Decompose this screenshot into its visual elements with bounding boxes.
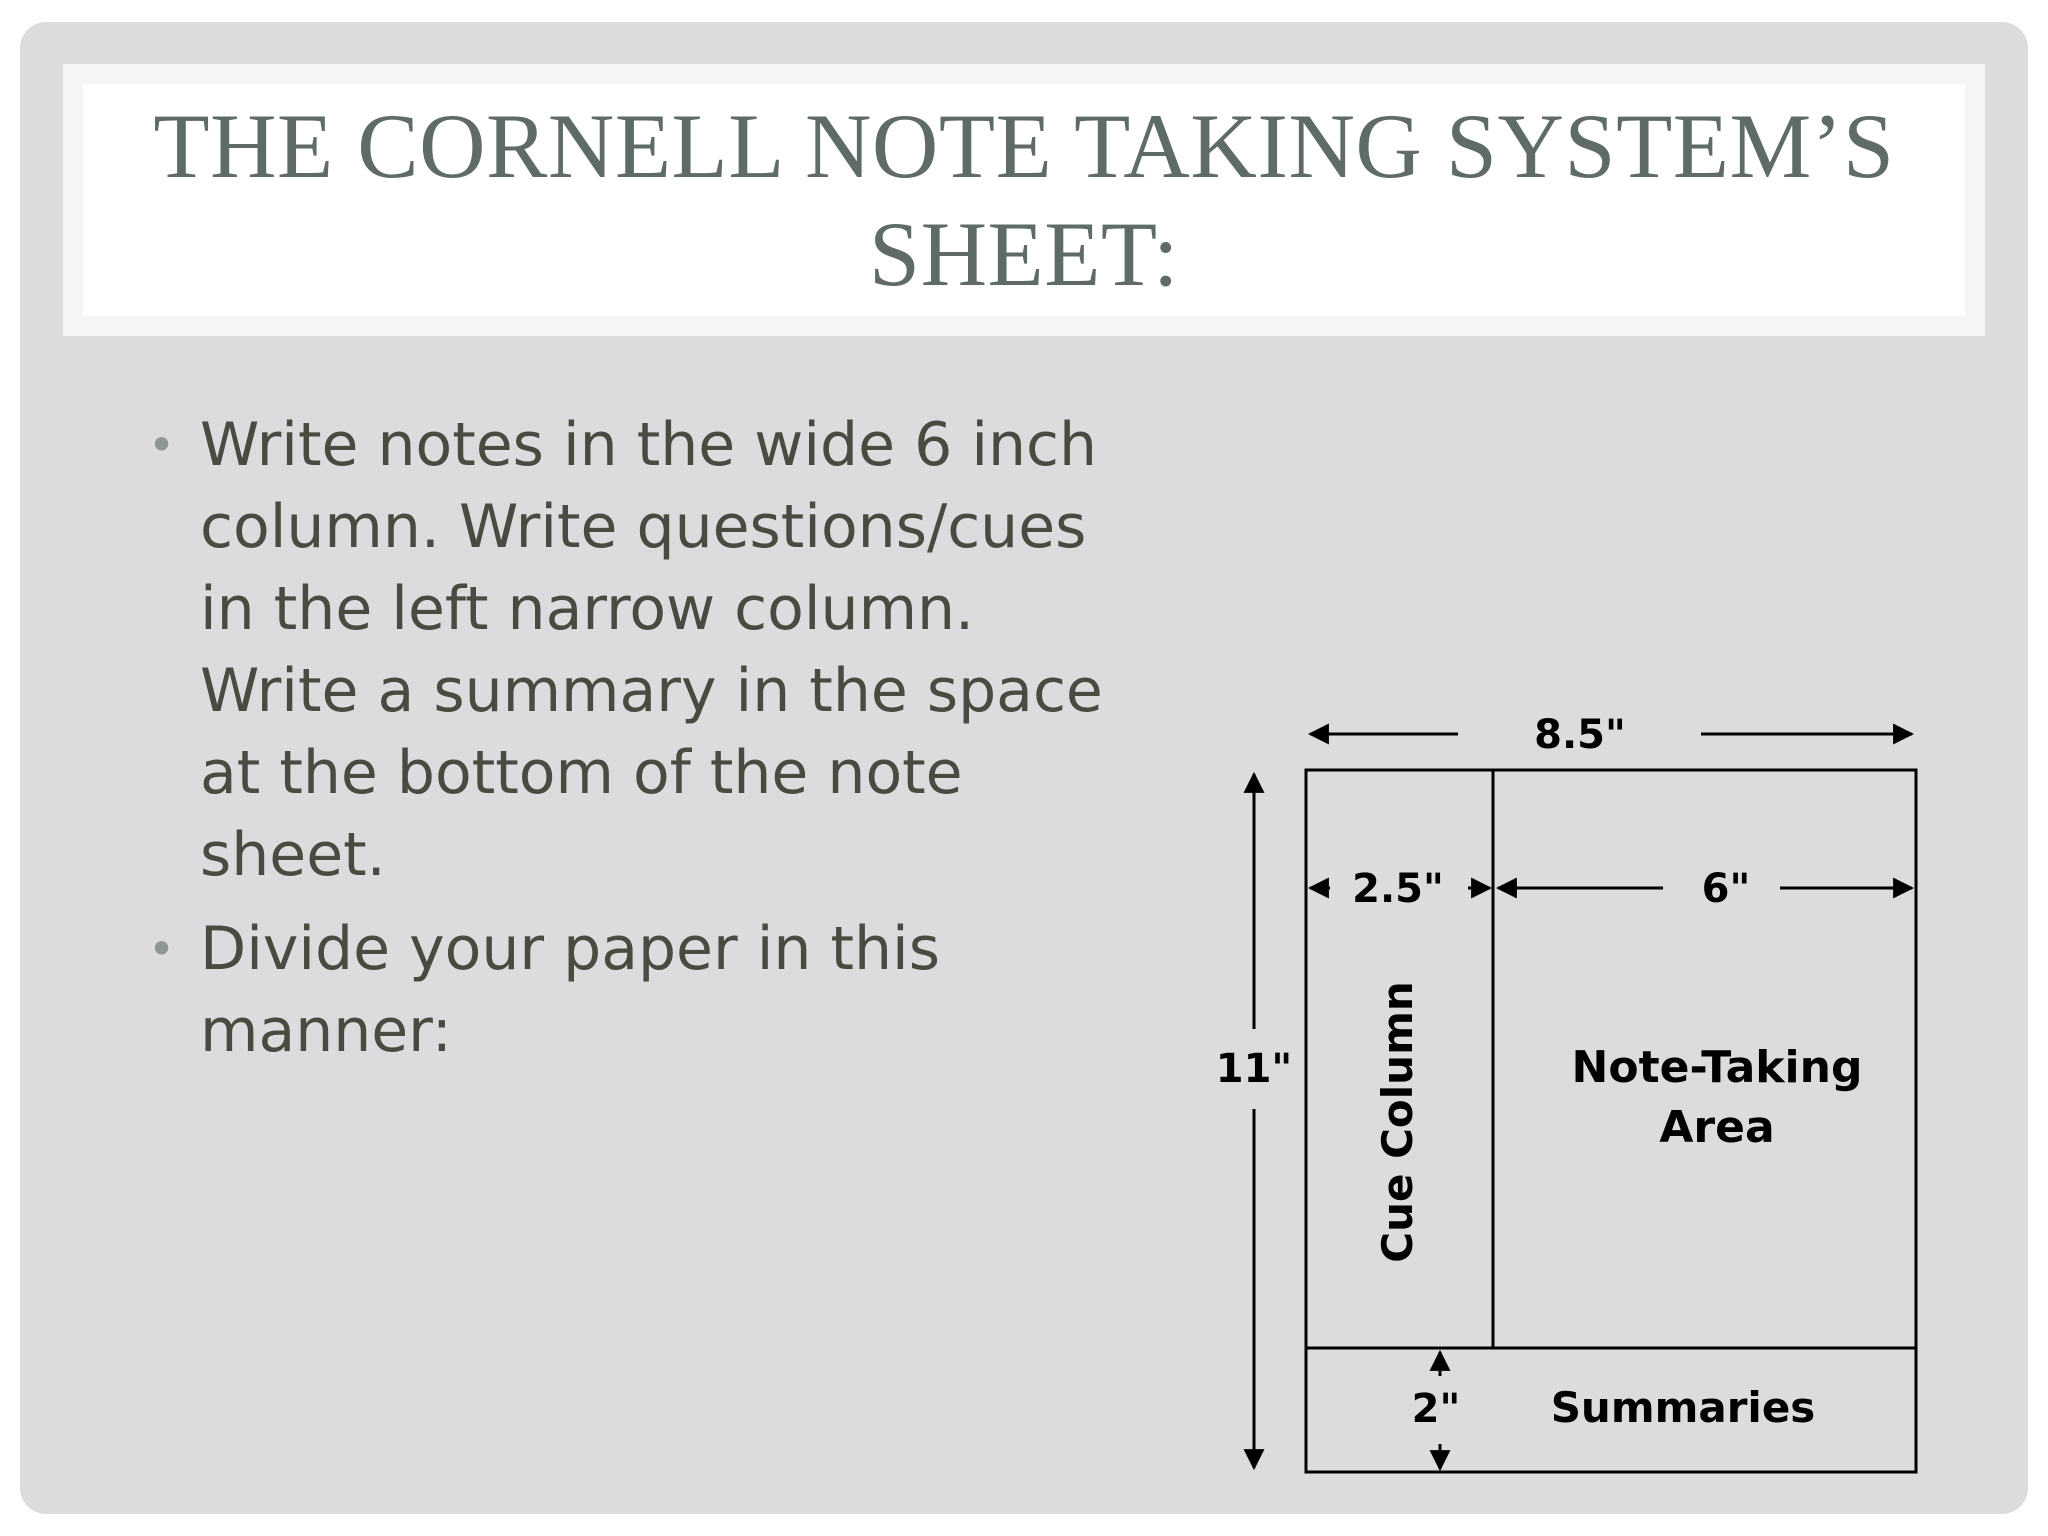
slide-title-line-1: THE CORNELL NOTE TAKING SYSTEM’S [153,95,1895,197]
bullet-list [140,404,1230,1084]
bullet-item-write-notes [140,404,1230,896]
notes-width-label: 6" [1701,866,1751,912]
bullet-text-line: Divide your paper in this [200,914,940,984]
bullet-text-line: column. Write questions/cues [200,492,1087,562]
slide-title-line-2: SHEET: [868,203,1180,305]
cornell-sheet-diagram [1208,684,1968,1484]
title-band [63,64,1985,336]
bullet-text-line: in the left narrow column. [200,574,975,644]
bullet-text-line: Write notes in the wide 6 inch [200,410,1098,480]
note-taking-area-label-line-1: Note-Taking [1571,1042,1863,1093]
cue-width-label: 2.5" [1352,866,1444,912]
bullet-text-line: sheet. [200,820,386,890]
bullet-dot-icon: • [148,922,176,976]
cue-column-label: Cue Column [1373,981,1422,1263]
total-width-label: 8.5" [1534,712,1626,758]
bullet-text-line: manner: [200,996,453,1066]
summaries-label: Summaries [1550,1383,1816,1432]
note-taking-area-label-line-2: Area [1659,1102,1775,1153]
slide-title [83,84,1965,316]
bullet-item-divide-paper [140,908,1230,1072]
bullet-text-line: at the bottom of the note [200,738,963,808]
bullet-dot-icon: • [148,418,176,472]
bullet-text-line: Write a summary in the space [200,656,1103,726]
summary-height-label: 2" [1411,1386,1461,1432]
height-label: 11" [1215,1046,1293,1092]
slide [20,22,2028,1514]
